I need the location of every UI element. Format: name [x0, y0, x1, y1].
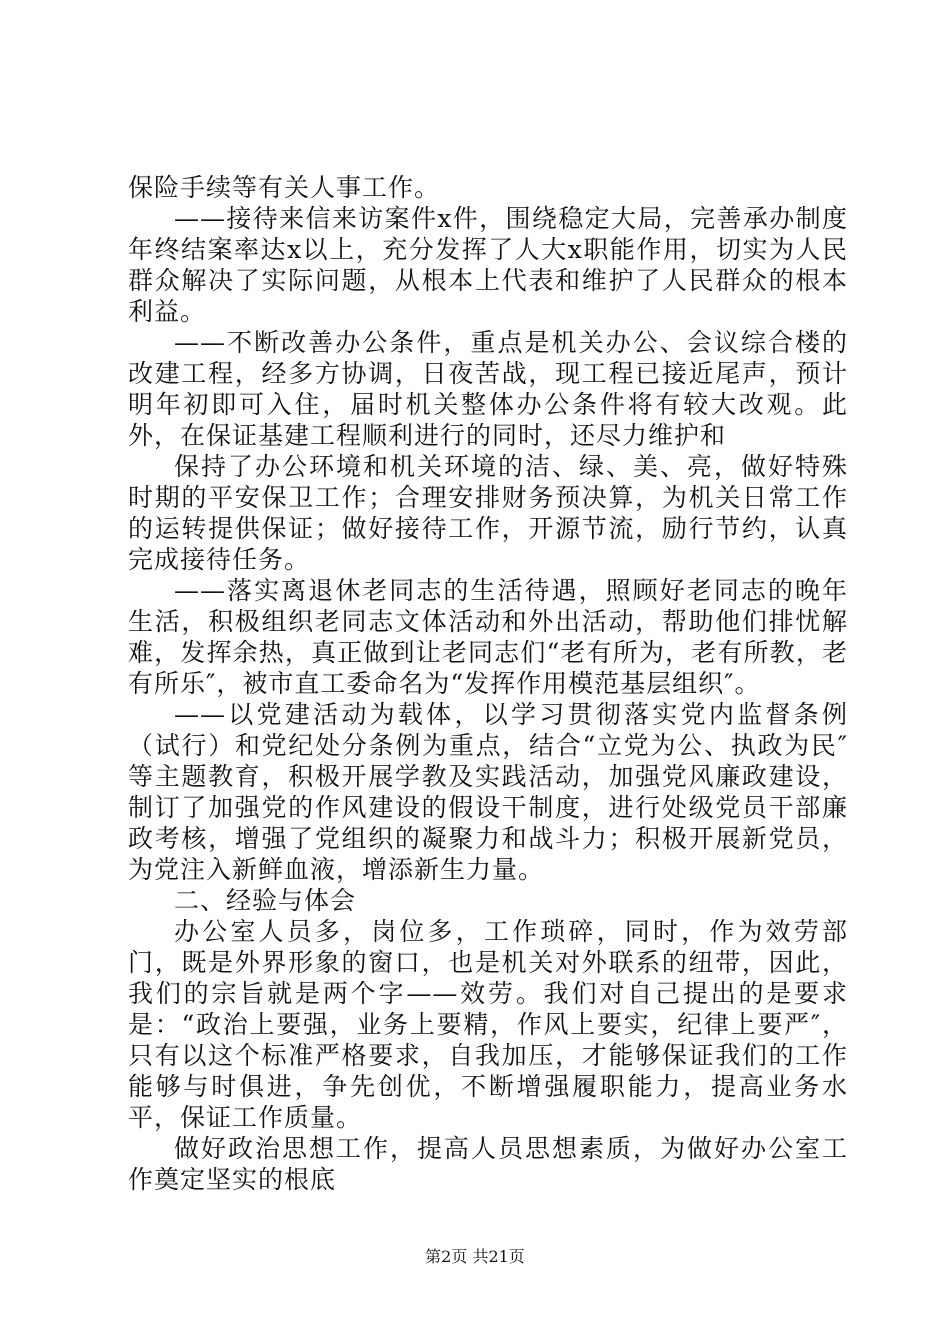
- paragraph-1: 保险手续等有关人事工作。: [128, 173, 441, 202]
- paragraph-7: 办公室人员多，岗位多，工作琐碎，同时，作为效劳部门，既是外界形象的窗口，也是机关对外联系的纽带，因此，我们的宗旨就是两个字——效劳。我们对自己提出的是要求是：“政治上要强，业务上要精，作风上要实，纪律上要严″，只有以这个标准严格要求，自我加压，才能够保证我们的工作能够与时俱进，争先创优，不断增强履职能力，提高业务水平，保证工作质量。: [128, 917, 848, 1132]
- paragraph-6: ——以党建活动为载体，以学习贯彻落实党内监督条例（试行）和党纪处分条例为重点，结合“立党为公、执政为民″等主题教育，积极开展学教及实践活动，加强党风廉政建设，制订了加强党的作风建设的假设干制度，进行处级党员干部廉政考核，增强了党组织的凝聚力和战斗力；积极开展新党员，为党注入新鲜血液，增添新生力量。: [128, 700, 848, 884]
- paragraph-3: ——不断改善办公条件，重点是机关办公、会议综合楼的改建工程，经多方协调，日夜苦战，现工程已接近尾声，预计明年初即可入住，届时机关整体办公条件将有较大改观。此外，在保证基建工程顺利进行的同时，还尽力维护和: [128, 328, 848, 450]
- paragraph-8: 做好政治思想工作，提高人员思想素质，为做好办公室工作奠定坚实的根底: [128, 1134, 848, 1194]
- paragraph-2: ——接待来信来访案件x件，围绕稳定大局，完善承办制度年终结案率达x以上，充分发挥了人大x职能作用，切实为人民群众解决了实际问题，从根本上代表和维护了人民群众的根本利益。: [128, 204, 848, 326]
- document-body: [128, 172, 848, 1195]
- page-number-footer: 第2页 共21页: [425, 1247, 525, 1266]
- section-heading: 二、经验与体会: [174, 886, 357, 915]
- paragraph-4: 保持了办公环境和机关环境的洁、绿、美、亮，做好特殊时期的平安保卫工作；合理安排财务预决算，为机关日常工作的运转提供保证；做好接待工作，开源节流，励行节约，认真完成接待任务。: [128, 452, 848, 574]
- paragraph-5: ——落实离退休老同志的生活待遇，照顾好老同志的晚年生活，积极组织老同志文体活动和外出活动，帮助他们排忧解难，发挥余热，真正做到让老同志们“老有所为，老有所教，老有所乐″，被市直工委命名为“发挥作用模范基层组织″。: [128, 576, 848, 698]
